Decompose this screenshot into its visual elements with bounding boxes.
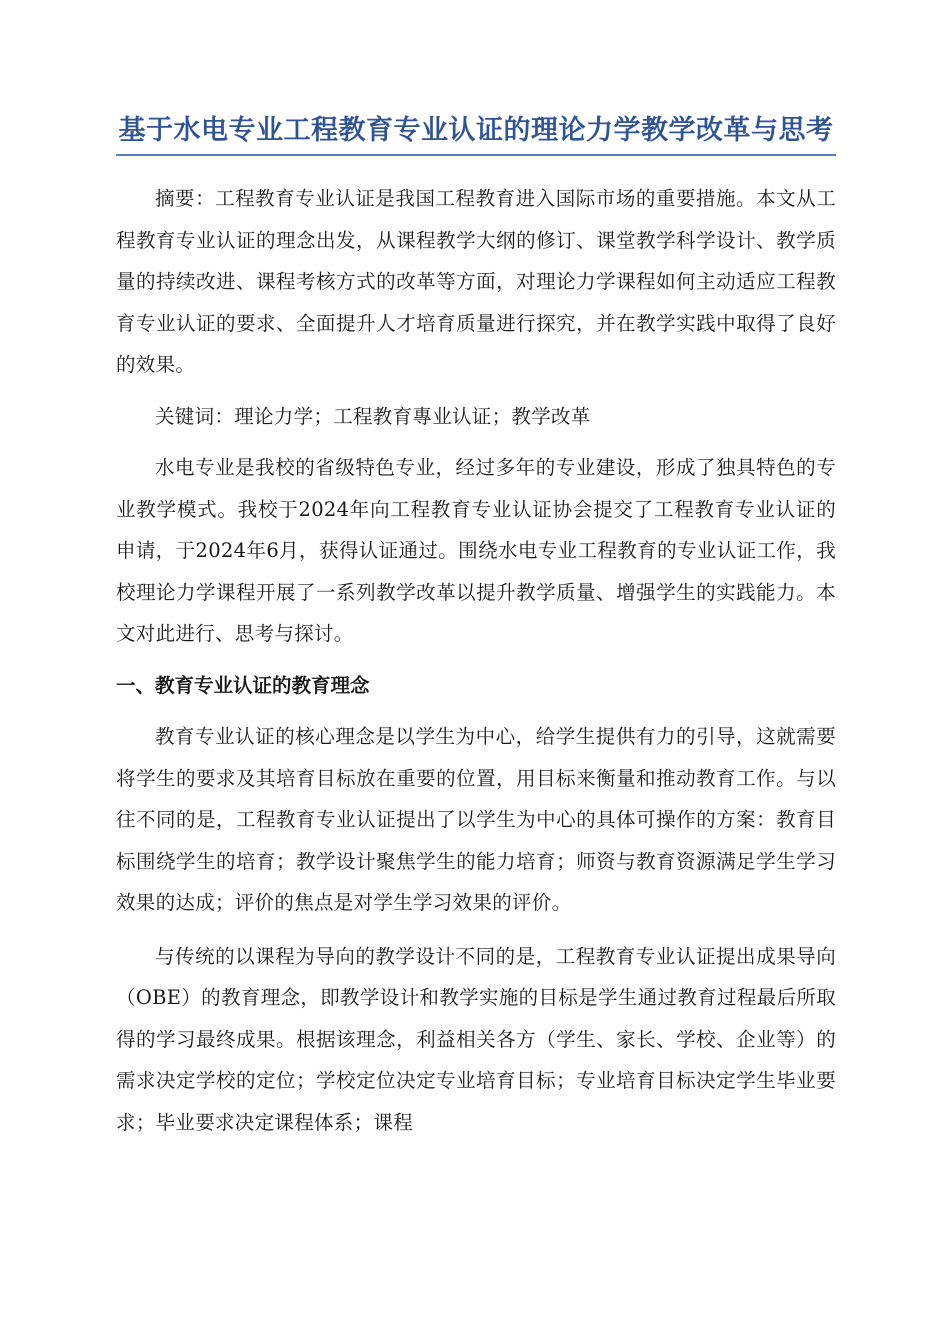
section-1-paragraph-2: 与传统的以课程为导向的教学设计不同的是，工程教育专业认证提出成果导向（OBE）的教育理念，即教学设计和教学实施的目标是学生通过教育过程最后所取得的学习最终成果。根据该理念，利益相关各方（学生、家长、学校、企业等）的需求决定学校的定位；学校定位决定专业培育目标；专业培育目标决定学生毕业要求；毕业要求决定课程体系；课程	[116, 944, 836, 1134]
section-1-heading: 一、教育专业认证的教育理念	[116, 673, 370, 697]
intro-paragraph: 水电专业是我校的省级特色专业，经过多年的专业建设，形成了独具特色的专业教学模式。我校于2024年向工程教育专业认证协会提交了工程教育专业认证的申请，于2024年6月，获得认证通过。围绕水电专业工程教育的专业认证工作，我校理论力学课程开展了一系列教学改革以提升教学质量、增强学生的实践能力。本文对此进行、思考与探讨。	[116, 456, 836, 645]
keywords-paragraph: 关键词：理论力学；工程教育專业认证；教学改革	[155, 404, 591, 428]
document-title: 基于水电专业工程教育专业认证的理论力学教学改革与思考	[116, 112, 836, 156]
section-1-paragraph-1: 教育专业认证的核心理念是以学生为中心，给学生提供有力的引导，这就需要将学生的要求及其培育目标放在重要的位置，用目标来衡量和推动教育工作。与以往不同的是，工程教育专业认证提出了以学生为中心的具体可操作的方案：教育目标围绕学生的培育；教学设计聚焦学生的能力培育；师资与教育资源满足学生学习效果的达成；评价的焦点是对学生学习效果的评价。	[116, 725, 836, 914]
document-page	[116, 112, 836, 1143]
abstract-paragraph: 摘要：工程教育专业认证是我国工程教育进入国际市场的重要措施。本文从工程教育专业认证的理念出发，从课程教学大纲的修订、课堂教学科学设计、教学质量的持续改进、课程考核方式的改革等方面，对理论力学课程如何主动适应工程教育专业认证的要求、全面提升人才培育质量进行探究，并在教学实践中取得了良好的效果。	[116, 187, 836, 376]
